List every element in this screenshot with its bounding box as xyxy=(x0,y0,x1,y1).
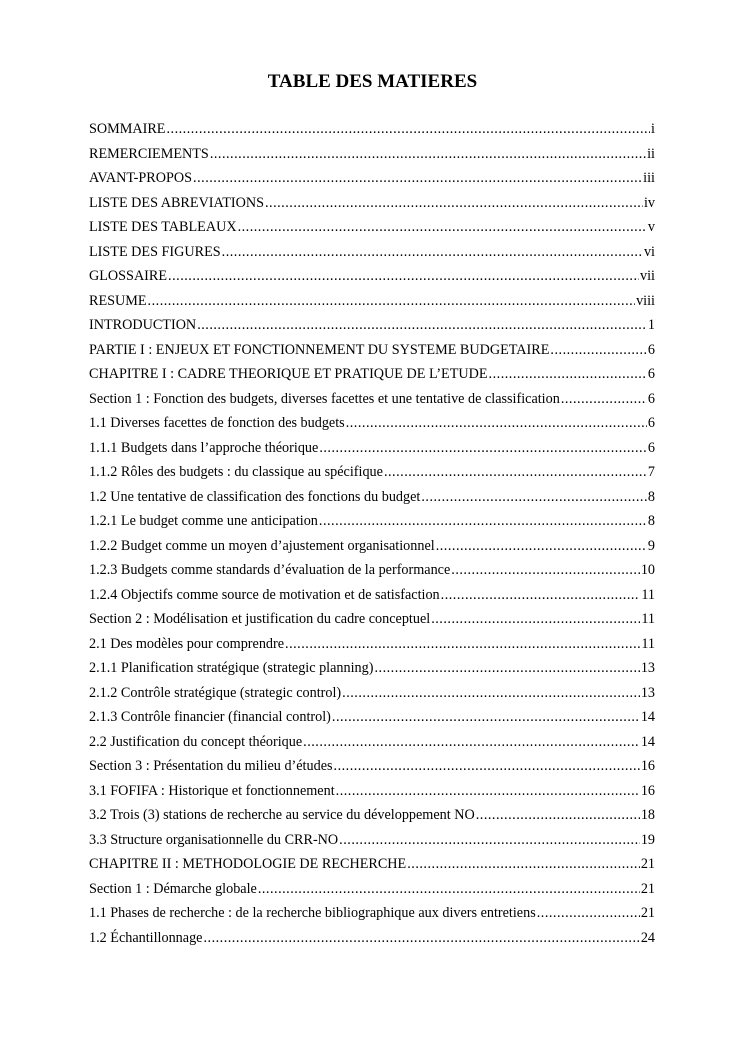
toc-entry-label: 3.1 FOFIFA : Historique et fonctionnement xyxy=(89,782,335,799)
toc-entry-page-number: ii xyxy=(647,145,655,162)
toc-entry[interactable] xyxy=(89,313,655,338)
toc-entry[interactable] xyxy=(89,240,655,265)
dot-leader xyxy=(374,656,639,681)
toc-entry-label: CHAPITRE II : METHODOLOGIE DE RECHERCHE xyxy=(89,856,407,872)
toc-entry-page-number: 1 xyxy=(647,317,655,333)
toc-entry-page-number: 10 xyxy=(640,562,655,578)
toc-entry[interactable] xyxy=(89,289,655,314)
table-of-contents xyxy=(89,117,655,950)
toc-entry[interactable] xyxy=(89,681,655,706)
toc-entry[interactable] xyxy=(89,632,655,657)
toc-entry-label: 1.2.4 Objectifs comme source de motivation et de satisfaction xyxy=(89,586,440,603)
toc-entry[interactable] xyxy=(89,852,655,877)
toc-entry-label: CHAPITRE I : CADRE THEORIQUE ET PRATIQUE DE L’ETUDE xyxy=(89,366,488,382)
toc-entry-label: SOMMAIRE xyxy=(89,121,166,137)
dot-leader xyxy=(441,583,641,608)
dot-leader xyxy=(222,240,643,265)
dot-leader xyxy=(407,852,640,877)
dot-leader xyxy=(550,338,646,363)
dot-leader xyxy=(203,926,639,951)
toc-entry-page-number: 6 xyxy=(647,439,655,456)
dot-leader xyxy=(197,313,647,338)
toc-entry[interactable] xyxy=(89,485,655,510)
toc-entry-label: 1.2 Une tentative de classification des fonctions du budget xyxy=(89,488,421,505)
toc-entry[interactable] xyxy=(89,656,655,681)
dot-leader xyxy=(489,362,647,387)
dot-leader xyxy=(436,534,647,559)
toc-entry-page-number: 14 xyxy=(640,709,655,725)
dot-leader xyxy=(210,142,646,167)
toc-entry[interactable] xyxy=(89,754,655,779)
dot-leader xyxy=(303,730,640,755)
toc-entry[interactable] xyxy=(89,828,655,853)
toc-entry-page-number: 8 xyxy=(647,488,655,505)
toc-entry-label: Section 1 : Démarche globale xyxy=(89,880,257,897)
toc-entry-label: LISTE DES FIGURES xyxy=(89,243,221,260)
toc-entry-page-number: 16 xyxy=(640,758,655,774)
toc-entry-label: Section 2 : Modélisation et justification du cadre conceptuel xyxy=(89,611,431,627)
toc-entry[interactable] xyxy=(89,264,655,289)
toc-entry[interactable] xyxy=(89,191,655,216)
toc-entry-label: Section 1 : Fonction des budgets, diverses facettes et une tentative de classification xyxy=(89,390,560,407)
toc-entry-label: 1.2.1 Le budget comme une anticipation xyxy=(89,513,318,529)
toc-entry-page-number: 9 xyxy=(647,537,655,554)
dot-leader xyxy=(238,215,647,240)
toc-entry[interactable] xyxy=(89,534,655,559)
dot-leader xyxy=(319,436,647,461)
toc-entry-page-number: iv xyxy=(643,194,655,211)
toc-entry-label: 1.1.2 Rôles des budgets : du classique au spécifique xyxy=(89,464,383,480)
toc-entry-page-number: 11 xyxy=(641,611,655,627)
toc-entry-label: 2.1.2 Contrôle stratégique (strategic control) xyxy=(89,684,342,701)
toc-entry[interactable] xyxy=(89,877,655,902)
dot-leader xyxy=(148,289,636,314)
toc-entry[interactable] xyxy=(89,215,655,240)
toc-entry-label: AVANT-PROPOS xyxy=(89,170,193,186)
toc-entry-label: 3.2 Trois (3) stations de recherche au service du développement NO xyxy=(89,807,475,823)
toc-entry-label: 3.3 Structure organisationnelle du CRR-NO xyxy=(89,831,339,848)
toc-entry-page-number: 8 xyxy=(647,513,655,529)
toc-entry[interactable] xyxy=(89,509,655,534)
toc-entry[interactable] xyxy=(89,436,655,461)
dot-leader xyxy=(285,632,640,657)
toc-entry-page-number: 19 xyxy=(640,831,655,848)
toc-entry-page-number: 6 xyxy=(647,366,655,382)
toc-entry[interactable] xyxy=(89,705,655,730)
toc-entry-label: 1.1 Diverses facettes de fonction des budgets xyxy=(89,415,345,431)
dot-leader xyxy=(384,460,647,485)
toc-entry-page-number: 21 xyxy=(640,880,655,897)
toc-entry[interactable] xyxy=(89,166,655,191)
toc-entry[interactable] xyxy=(89,338,655,363)
toc-entry-label: RESUME xyxy=(89,292,147,309)
toc-entry-label: 1.2.2 Budget comme un moyen d’ajustement organisationnel xyxy=(89,537,435,554)
toc-entry-page-number: 21 xyxy=(640,856,655,872)
toc-entry-page-number: 11 xyxy=(641,635,655,652)
toc-entry-label: Section 3 : Présentation du milieu d’études xyxy=(89,758,333,774)
toc-entry-page-number: 6 xyxy=(647,390,655,407)
toc-entry[interactable] xyxy=(89,558,655,583)
toc-entry-page-number: 21 xyxy=(640,905,655,921)
toc-entry-page-number: 13 xyxy=(640,660,655,676)
toc-entry-label: LISTE DES TABLEAUX xyxy=(89,219,237,235)
toc-entry-label: GLOSSAIRE xyxy=(89,268,168,284)
toc-entry-page-number: vi xyxy=(643,243,655,260)
dot-leader xyxy=(421,485,647,510)
toc-entry-label: 1.1.1 Budgets dans l’approche théorique xyxy=(89,439,319,456)
dot-leader xyxy=(339,828,640,853)
dot-leader xyxy=(431,607,640,632)
dot-leader xyxy=(193,166,642,191)
toc-entry-page-number: v xyxy=(647,219,655,235)
toc-entry-label: 1.1 Phases de recherche : de la recherche bibliographique aux divers entretiens xyxy=(89,905,536,921)
toc-entry-page-number: 16 xyxy=(640,782,655,799)
dot-leader xyxy=(561,387,647,412)
toc-entry-label: PARTIE I : ENJEUX ET FONCTIONNEMENT DU SYSTEME BUDGETAIRE xyxy=(89,341,550,358)
dot-leader xyxy=(346,411,647,436)
dot-leader xyxy=(265,191,643,216)
toc-entry-page-number: i xyxy=(651,121,655,137)
toc-entry-page-number: 6 xyxy=(647,341,655,358)
toc-entry-label: INTRODUCTION xyxy=(89,317,197,333)
toc-entry[interactable] xyxy=(89,901,655,926)
toc-entry-label: REMERCIEMENTS xyxy=(89,145,209,162)
dot-leader xyxy=(336,779,640,804)
dot-leader xyxy=(537,901,640,926)
toc-entry-page-number: 11 xyxy=(641,586,655,603)
toc-entry-page-number: 7 xyxy=(647,464,655,480)
toc-entry[interactable] xyxy=(89,362,655,387)
toc-entry-label: 1.2.3 Budgets comme standards d’évaluation de la performance xyxy=(89,562,451,578)
toc-entry[interactable] xyxy=(89,142,655,167)
toc-entry-page-number: 24 xyxy=(640,929,655,946)
toc-entry-page-number: 18 xyxy=(640,807,655,823)
toc-entry-page-number: vii xyxy=(640,268,655,284)
toc-entry[interactable] xyxy=(89,411,655,436)
dot-leader xyxy=(319,509,647,534)
toc-entry-page-number: 6 xyxy=(647,415,655,431)
toc-entry[interactable] xyxy=(89,387,655,412)
dot-leader xyxy=(168,264,639,289)
toc-entry-label: 2.1.1 Planification stratégique (strategic planning) xyxy=(89,660,374,676)
dot-leader xyxy=(166,117,650,142)
page-title: TABLE DES MATIERES xyxy=(267,71,478,92)
toc-entry-label: 2.2 Justification du concept théorique xyxy=(89,733,303,750)
toc-entry-label: LISTE DES ABREVIATIONS xyxy=(89,194,264,211)
dot-leader xyxy=(332,705,640,730)
toc-entry[interactable] xyxy=(89,803,655,828)
toc-entry-page-number: iii xyxy=(643,170,655,186)
dot-leader xyxy=(334,754,640,779)
toc-entry-page-number: viii xyxy=(636,292,655,309)
toc-entry[interactable] xyxy=(89,460,655,485)
toc-entry[interactable] xyxy=(89,117,655,142)
toc-entry[interactable] xyxy=(89,779,655,804)
toc-entry-label: 2.1 Des modèles pour comprendre xyxy=(89,635,285,652)
dot-leader xyxy=(258,877,640,902)
toc-entry[interactable] xyxy=(89,730,655,755)
toc-entry[interactable] xyxy=(89,583,655,608)
dot-leader xyxy=(476,803,640,828)
dot-leader xyxy=(342,681,640,706)
toc-entry-label: 1.2 Échantillonnage xyxy=(89,929,203,946)
dot-leader xyxy=(451,558,640,583)
toc-entry-page-number: 13 xyxy=(640,684,655,701)
toc-entry[interactable] xyxy=(89,926,655,951)
toc-entry[interactable] xyxy=(89,607,655,632)
toc-entry-label: 2.1.3 Contrôle financier (financial control) xyxy=(89,709,331,725)
toc-entry-page-number: 14 xyxy=(640,733,655,750)
